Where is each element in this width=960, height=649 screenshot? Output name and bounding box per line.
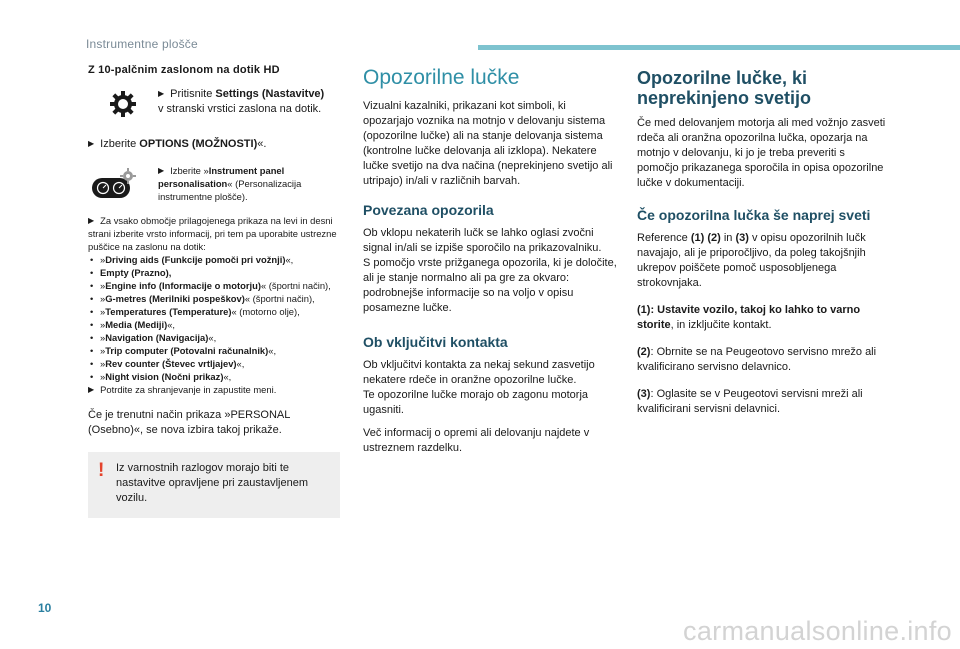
column-warning-lamps (363, 66, 617, 456)
warning-icon: ! (98, 460, 105, 481)
list-item: • »Temperatures (Temperature)« (motorno olje), (90, 306, 300, 317)
list-item: • »Navigation (Navigacija)«, (90, 332, 217, 343)
heading-still-lit: Če opozorilna lučka še naprej sveti (637, 207, 871, 223)
step-confirm: ▶ Potrdite za shranjevanje in zapustite meni. (88, 384, 277, 395)
linked-text-1: Ob vklopu nekaterih lučk se lahko oglasi zvočni signal in/ali se izpiše sporočilo na prikazovalniku. (363, 227, 602, 254)
list-item: • »Driving aids (Funkcije pomoči pri vožnji)«, (90, 254, 294, 265)
header-title: Instrumentne plošče (86, 37, 198, 51)
list-item: • »Rev counter (Števec vrtljajev)«, (90, 358, 245, 369)
options-label: OPTIONS (MOŽNOSTI) (139, 138, 258, 150)
arrow-icon: ▶ (88, 139, 95, 148)
instrument-panel-label: Instrument panel personalisation (158, 165, 285, 189)
arrow-icon: ▶ (158, 89, 165, 98)
step-options: ▶ Izberite OPTIONS (MOŽNOSTI)«. (88, 138, 267, 150)
watermark: carmanualsonline.info (683, 616, 952, 646)
section-heading: Z 10-palčnim zaslonom na dotik HD (88, 64, 280, 76)
list-item: • »Media (Mediji)«, (90, 319, 176, 330)
list-item: • »Trip computer (Potovalni računalnik)«, (90, 345, 277, 356)
page-title: Opozorilne lučke (363, 66, 520, 89)
list-item: • Empty (Prazno), (90, 267, 172, 278)
reference-2: (2): Obrnite se na Peugeotovo servisno mrežo ali kvalificirano servisno delavnico. (637, 346, 877, 373)
ignition-text-3: Več informacij o opremi ali delovanju najdete v ustreznem razdelku. (363, 427, 590, 454)
references-text: Reference (1) (2) in (3) v opisu opozorilnih lučk navajajo, ali je priporočljivo, da poleg takojšnjih ukrepov poiščete pomoč usposobljenega strokovnjaka. (637, 232, 866, 289)
personal-mode-note: Če je trenutni način prikaza »PERSONAL (Osebno)«, se nova izbira takoj prikaže. (88, 409, 290, 436)
list-item: • »Engine info (Informacije o motorju)« (športni način), (90, 280, 331, 291)
section-title: Opozorilne lučke, ki neprekinjeno svetijo (637, 68, 812, 108)
list-item: • »G-metres (Merilniki pospeškov)« (športni način), (90, 293, 315, 304)
arrow-icon: ▶ (158, 166, 165, 175)
list-item: • »Night vision (Nočni prikaz)«, (90, 371, 232, 382)
reference-1: (1): Ustavite vozilo, takoj ko lahko to varno storite, in izključite kontakt. (637, 304, 861, 331)
step-settings (88, 86, 344, 122)
step-settings-text: ▶ Pritisnite Settings (Nastavitve) v stranski vrstici zaslona na dotik. (158, 88, 325, 115)
heading-ignition: Ob vključitvi kontakta (363, 334, 508, 350)
info-type-list (88, 253, 344, 383)
reference-3: (3): Oglasite se v Peugeotovi servisni mreži ali kvalificirani servisni delavnici. (637, 388, 863, 415)
linked-text-2: S pomočjo vrste prižganega opozorila, ki je določite, ali je stanje normalno ali pa gre za okvaro: podrobnejše informacije so na voljo v opisu posamezne lučke. (363, 257, 617, 314)
ignition-text-1: Ob vključitvi kontakta za nekaj sekund zasvetijo nekatere rdeče in oranžne opozorilne lučke. (363, 359, 595, 386)
header-bar (478, 45, 960, 50)
safety-warning (88, 452, 340, 518)
continuous-intro: Če med delovanjem motorja ali med vožnjo zasveti rdeča ali oranžna opozorilna lučka, opozarja na motnjo v delovanju, ki jo je treba preveriti s pomočjo prikazanega sporočila in opisa opozorilne lučke v dokumentaciji. (637, 117, 886, 189)
dashboard-settings-icon (88, 164, 158, 204)
warning-text: Iz varnostnih razlogov morajo biti te nastavitve opravljene pri zaustavljenem vozilu. (116, 462, 308, 504)
settings-label: Settings (Nastavitve) (215, 88, 325, 100)
intro-text: Vizualni kazalniki, prikazani kot simboli, ki opozarjajo voznika na motnjo v delovanju sistema (opozorilne lučke) ali na stanje delovanja sistema (kontrolne lučke delovanja ali izklopa). Nekatere lučke svetijo na dva načina (neprekinjeno svetijo ali utripajo) in/ali v različnih barvah. (363, 100, 613, 187)
column-continuous-lamps (637, 68, 889, 417)
arrow-icon: ▶ (88, 216, 95, 225)
ignition-text-2: Te opozorilne lučke morajo ob zagonu motorja ugasniti. (363, 389, 589, 416)
heading-linked-warnings: Povezana opozorila (363, 202, 494, 218)
step-personalisation (88, 164, 344, 204)
page-number: 10 (38, 601, 52, 615)
arrow-icon: ▶ (88, 385, 95, 394)
gear-icon (88, 86, 158, 122)
column-settings (88, 64, 344, 518)
step-select-info: ▶ Za vsako območje prilagojenega prikaza na levi in desni strani izberite vrsto informacij, pri tem pa uporabite ustrezne puščice na zaslonu na dotik: (88, 215, 337, 252)
step-personalisation-text: ▶ Izberite »Instrument panel personalisation« (Personalizacija instrumentne plošče). (158, 165, 302, 202)
